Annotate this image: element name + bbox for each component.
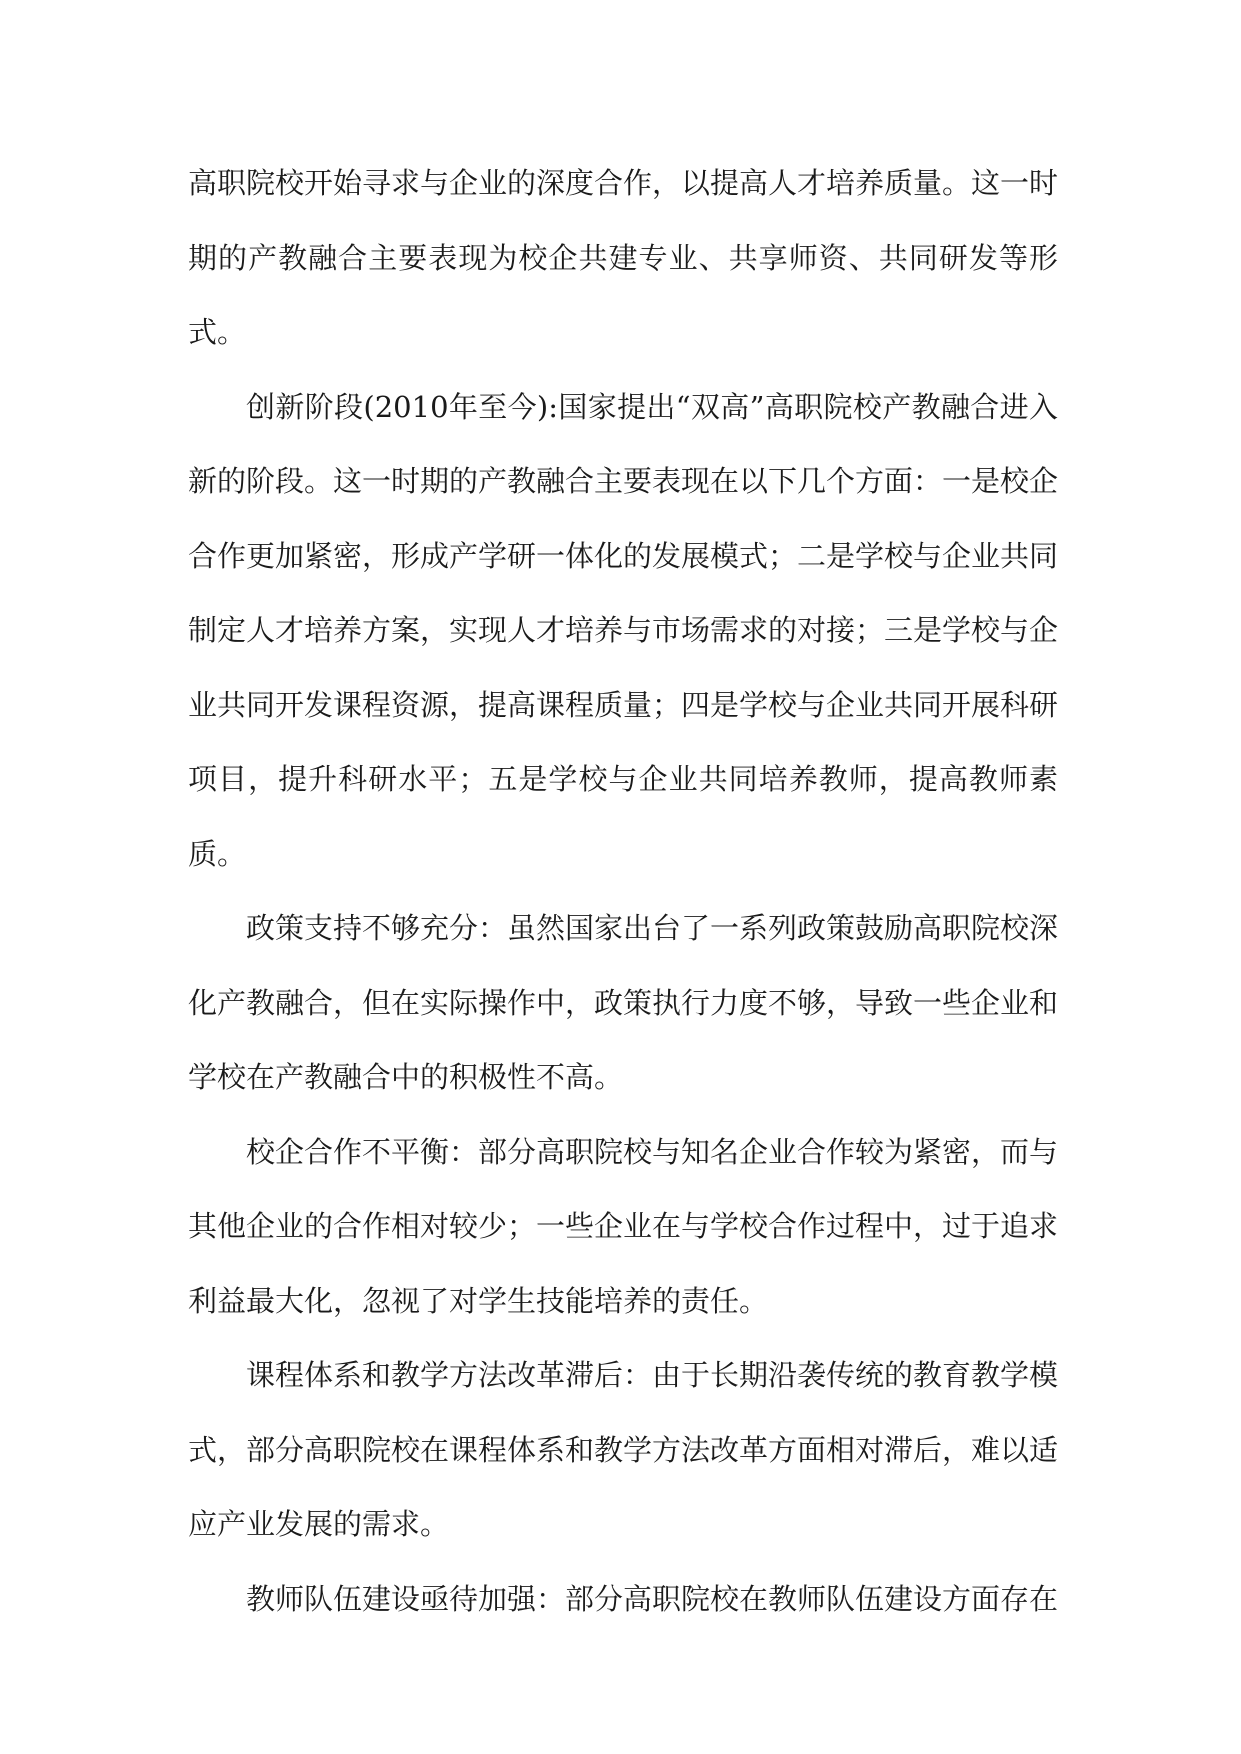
paragraph-innovation-stage: 创新阶段(2010年至今):国家提出“双高”高职院校产教融合进入新的阶段。这一时期的产教融合主要表现在以下几个方面：一是校企合作更加紧密，形成产学研一体化的发展模式；二是学校与企业共同制定人才培养方案，实现人才培养与市场需求的对接；三是学校与企业共同开发课程资源，提高课程质量；四是学校与企业共同开展科研项目，提升科研水平；五是学校与企业共同培养教师，提高教师素质。: [188, 389, 1059, 871]
paragraph-deep-cooperation: 高职院校开始寻求与企业的深度合作，以提高人才培养质量。这一时期的产教融合主要表现为校企共建专业、共享师资、共同研发等形式。: [188, 166, 1059, 349]
paragraph-curriculum-reform: 课程体系和教学方法改革滞后：由于长期沿袭传统的教育教学模式，部分高职院校在课程体系和教学方法改革方面相对滞后，难以适应产业发展的需求。: [188, 1358, 1059, 1541]
document-body: [188, 146, 1058, 1636]
paragraph-teacher-team: 教师队伍建设亟待加强：部分高职院校在教师队伍建设方面存在: [246, 1581, 1059, 1616]
paragraph-policy-support: 政策支持不够充分：虽然国家出台了一系列政策鼓励高职院校深化产教融合，但在实际操作中，政策执行力度不够，导致一些企业和学校在产教融合中的积极性不高。: [188, 911, 1059, 1094]
paragraph-cooperation-imbalance: 校企合作不平衡：部分高职院校与知名企业合作较为紧密，而与其他企业的合作相对较少；一些企业在与学校合作过程中，过于追求利益最大化，忽视了对学生技能培养的责任。: [188, 1134, 1059, 1318]
